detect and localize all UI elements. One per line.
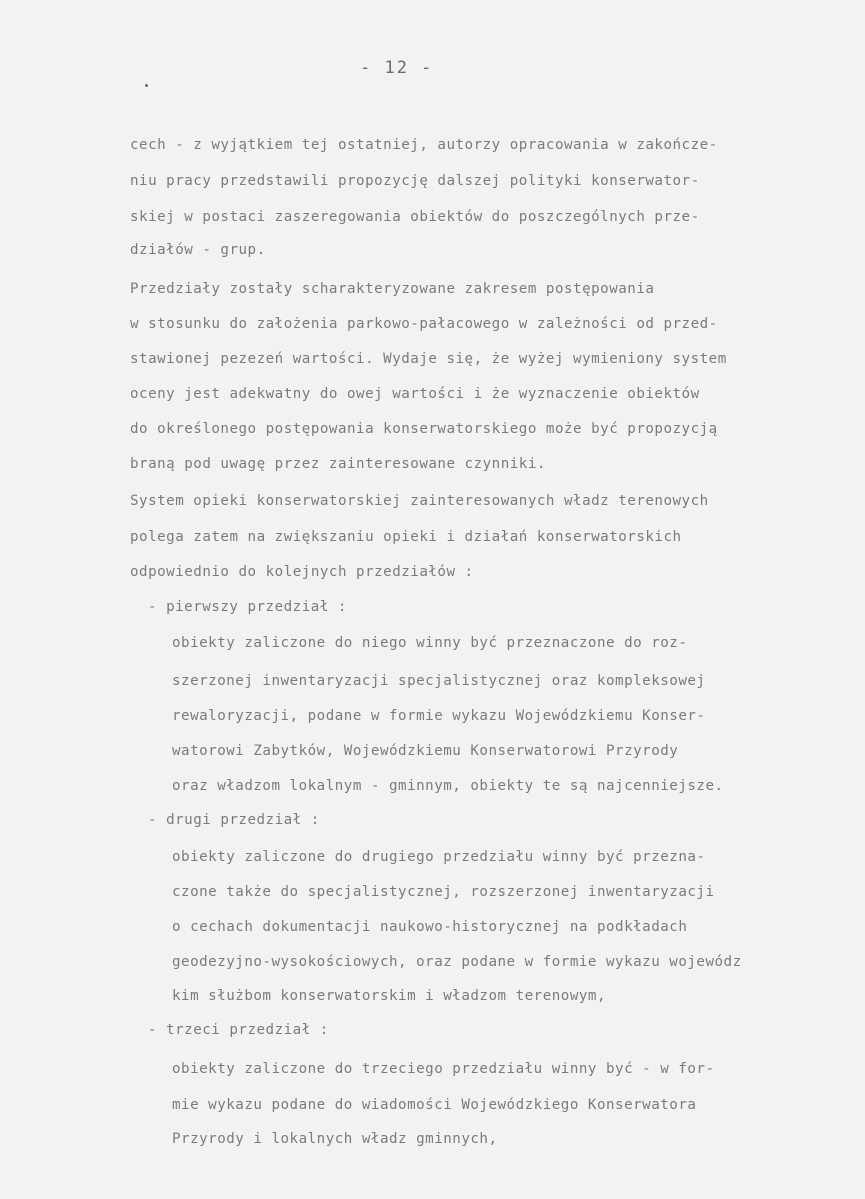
text-line: do określonego postępowania konserwatorskiego może być propozycją — [130, 421, 718, 437]
text-line: polega zatem na zwiększaniu opieki i działań konserwatorskich — [130, 529, 682, 545]
text-line: - drugi przedział : — [148, 812, 320, 828]
text-line: watorowi Zabytków, Wojewódzkiemu Konserwatorowi Przyrody — [172, 743, 679, 759]
text-line: rewaloryzacji, podane w formie wykazu Wojewódzkiemu Konser- — [172, 708, 706, 724]
page-number: - 12 - — [360, 58, 434, 78]
text-line: czone także do specjalistycznej, rozszerzonej inwentaryzacji — [172, 884, 715, 900]
text-line: System opieki konserwatorskiej zainteresowanych władz terenowych — [130, 493, 709, 509]
text-line: o cechach dokumentacji naukowo-historycznej na podkładach — [172, 919, 688, 935]
text-line: skiej w postaci zaszeregowania obiektów do poszczególnych prze- — [130, 209, 700, 225]
text-line: geodezyjno-wysokościowych, oraz podane w formie wykazu wojewódz — [172, 954, 742, 970]
text-line: szerzonej inwentaryzacji specjalistycznej oraz kompleksowej — [172, 673, 706, 689]
text-line: oraz władzom lokalnym - gminnym, obiekty te są najcenniejsze. — [172, 778, 724, 794]
text-line: stawionej pezezeń wartości. Wydaje się, że wyżej wymieniony system — [130, 351, 727, 367]
text-line: kim służbom konserwatorskim i władzom terenowym, — [172, 988, 606, 1004]
text-line: braną pod uwagę przez zainteresowane czynniki. — [130, 456, 546, 472]
text-line: niu pracy przedstawili propozycję dalszej polityki konserwator- — [130, 173, 700, 189]
text-line: - pierwszy przedział : — [148, 599, 347, 615]
ink-dot — [145, 84, 148, 87]
text-line: Przedziały zostały scharakteryzowane zakresem postępowania — [130, 281, 655, 297]
text-line: odpowiednio do kolejnych przedziałów : — [130, 564, 474, 580]
text-line: - trzeci przedział : — [148, 1022, 329, 1038]
text-line: mie wykazu podane do wiadomości Wojewódzkiego Konserwatora — [172, 1097, 697, 1113]
text-line: oceny jest adekwatny do owej wartości i że wyznaczenie obiektów — [130, 386, 700, 402]
text-line: cech - z wyjątkiem tej ostatniej, autorzy opracowania w zakończe- — [130, 137, 718, 153]
text-line: działów - grup. — [130, 242, 266, 258]
text-line: w stosunku do założenia parkowo-pałacowego w zależności od przed- — [130, 316, 718, 332]
text-line: Przyrody i lokalnych władz gminnych, — [172, 1131, 498, 1147]
text-line: obiekty zaliczone do niego winny być przeznaczone do roz- — [172, 635, 688, 651]
text-line: obiekty zaliczone do drugiego przedziału winny być przezna- — [172, 849, 706, 865]
text-line: obiekty zaliczone do trzeciego przedziału winny być - w for- — [172, 1061, 715, 1077]
